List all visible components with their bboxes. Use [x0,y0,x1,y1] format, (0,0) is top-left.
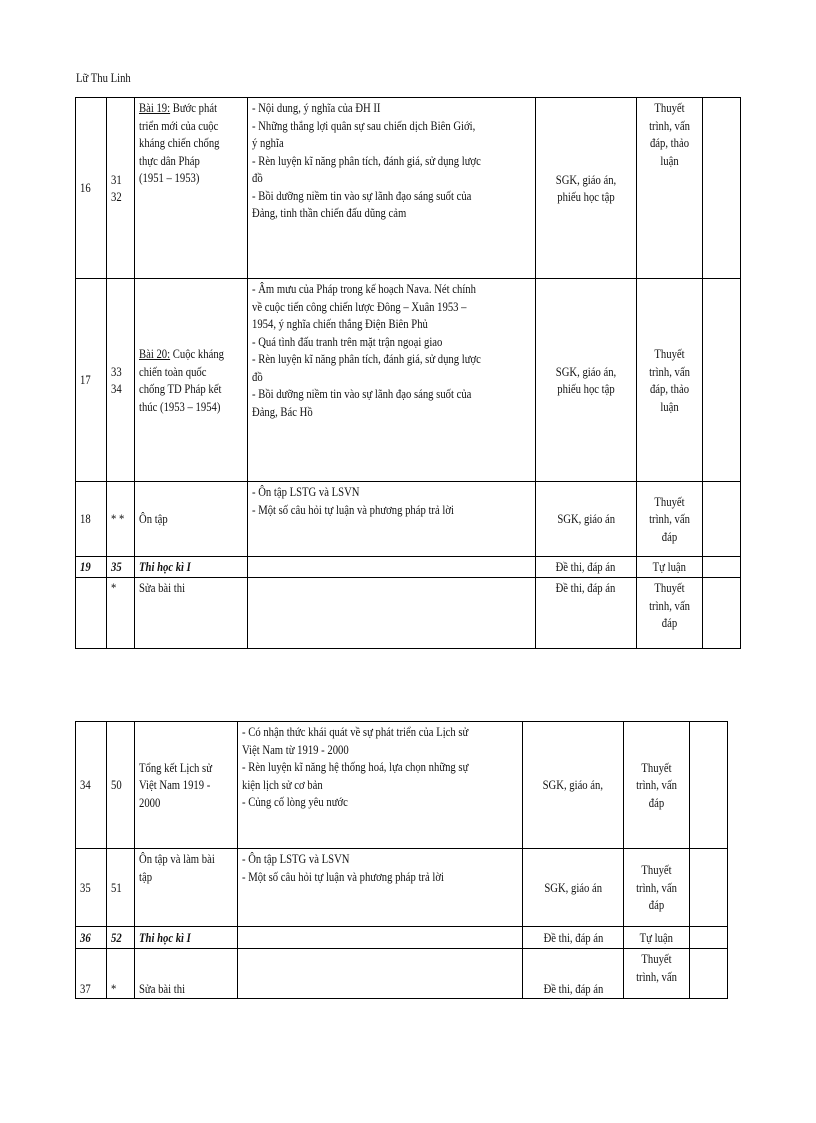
lesson-cell: Thi học kì I [135,557,248,578]
method-cell: Thuyết trình, vấn [624,949,690,999]
period-cell: 33 34 [107,279,135,482]
stt-cell: 16 [76,98,107,279]
table-row [76,557,741,578]
table-row [76,722,728,849]
stt-cell: 37 [76,949,107,999]
author-name: Lữ Thu Linh [76,70,131,85]
lesson-cell: Ôn tập và làm bài tập [135,849,238,927]
materials-cell: SGK, giáo án, phiếu học tập [535,98,636,279]
stt-cell: 36 [76,927,107,949]
stt-cell: 35 [76,849,107,927]
notes-cell [702,98,740,279]
materials-cell: Đề thi, đáp án [523,927,624,949]
method-cell: Thuyết trình, vấn đáp, thảo luận [636,98,702,279]
lesson-cell: Tổng kết Lịch sử Việt Nam 1919 - 2000 [135,722,238,849]
stt-cell: 34 [76,722,107,849]
period-cell: 50 [107,722,135,849]
lesson-plan-table-1 [75,97,741,649]
period-cell: 51 [107,849,135,927]
content-cell: - Ôn tập LSTG và LSVN - Một số câu hỏi tự luận và phương pháp trả lời [247,482,535,557]
content-cell: - Âm mưu của Pháp trong kế hoạch Nava. Nét chính về cuộc tiến công chiến lược Đông – Xuân 1953 – 1954, ý nghĩa chiến thắng Điện Biên Phủ - Quá tình đấu tranh trên mặt trận ngoại giao - Rèn luyện kĩ năng phân tích, đánh giá, sử dụng lược đồ - Bồi dưỡng niềm tin vào sự lãnh đạo sáng suốt của Đảng, Bác Hồ [247,279,535,482]
period-cell: * * [107,482,135,557]
table-row [76,98,741,279]
stt-cell: 18 [76,482,107,557]
lesson-cell: Thi học kì I [135,927,238,949]
content-cell: - Ôn tập LSTG và LSVN - Một số câu hỏi tự luận và phương pháp trả lời [238,849,523,927]
notes-cell [690,927,728,949]
lesson-number: Bài 19: [139,100,171,115]
notes-cell [702,482,740,557]
notes-cell [690,949,728,999]
materials-cell: Đề thi, đáp án [523,949,624,999]
method-cell: Thuyết trình, vấn đáp [624,722,690,849]
table-row [76,927,728,949]
lesson-cell: Bài 19: Bước phát triển mới của cuộc kháng chiến chống thực dân Pháp (1951 – 1953) [135,98,248,279]
period-cell: 35 [107,557,135,578]
content-cell: - Nội dung, ý nghĩa của ĐH II - Những thắng lợi quân sự sau chiến dịch Biên Giới, ý nghĩa - Rèn luyện kĩ năng phân tích, đánh giá, sử dụng lược đồ - Bồi dưỡng niềm tin vào sự lãnh đạo sáng suốt của Đảng, tinh thần chiến đấu dũng cảm [247,98,535,279]
materials-cell: SGK, giáo án, [523,722,624,849]
method-cell: Tự luận [624,927,690,949]
method-cell: Thuyết trình, vấn đáp [636,482,702,557]
stt-cell [76,578,107,649]
table-row [76,949,728,999]
table-row [76,279,741,482]
notes-cell [702,557,740,578]
materials-cell: Đề thi, đáp án [535,557,636,578]
lesson-cell: Bài 20: Cuộc kháng chiến toàn quốc chống TD Pháp kết thúc (1953 – 1954) [135,279,248,482]
notes-cell [690,722,728,849]
materials-cell: SGK, giáo án [535,482,636,557]
method-cell: Thuyết trình, vấn đáp, thảo luận [636,279,702,482]
lesson-cell: Sửa bài thi [135,578,248,649]
materials-cell: Đề thi, đáp án [535,578,636,649]
period-cell: * [107,578,135,649]
stt-cell: 17 [76,279,107,482]
period-cell: * [107,949,135,999]
content-cell: - Có nhận thức khái quát về sự phát triển của Lịch sử Việt Nam từ 1919 - 2000 - Rèn luyện kĩ năng hệ thống hoá, lựa chọn những sự kiện lịch sử cơ bản - Củng cố lòng yêu nước [238,722,523,849]
content-cell [247,557,535,578]
table-row [76,482,741,557]
lesson-number: Bài 20: [139,346,171,361]
content-cell [238,927,523,949]
stt-cell: 19 [76,557,107,578]
materials-cell: SGK, giáo án [523,849,624,927]
lesson-plan-table-2 [75,721,728,999]
period-cell: 31 32 [107,98,135,279]
period-cell: 52 [107,927,135,949]
method-cell: Tự luận [636,557,702,578]
table-row [76,849,728,927]
lesson-cell: Ôn tập [135,482,248,557]
notes-cell [702,279,740,482]
notes-cell [702,578,740,649]
method-cell: Thuyết trình, vấn đáp [624,849,690,927]
materials-cell: SGK, giáo án, phiếu học tập [535,279,636,482]
method-cell: Thuyết trình, vấn đáp [636,578,702,649]
table-row [76,578,741,649]
lesson-cell: Sửa bài thi [135,949,238,999]
notes-cell [690,849,728,927]
content-cell [238,949,523,999]
content-cell [247,578,535,649]
